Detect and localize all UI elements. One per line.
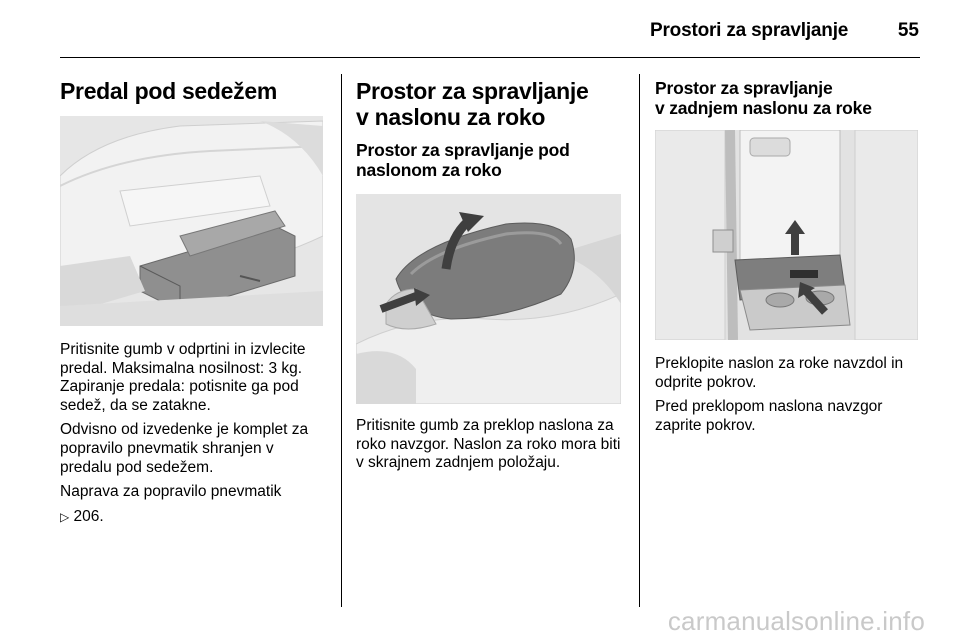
subheading-line: Prostor za spravljanje pod <box>356 140 570 160</box>
subsection-heading <box>356 140 624 180</box>
paragraph: Pritisnite gumb v odprtini in izvlecite predal. Maksimalna nosilnost: 3 kg. Zapiranje predala: potisnite ga pod sedež, da se zatakne. <box>60 341 306 414</box>
under-seat-drawer-illustration <box>60 116 323 326</box>
header-rule <box>60 57 920 58</box>
column-divider-1 <box>341 74 342 607</box>
column-divider-2 <box>639 74 640 607</box>
subheading-line: v zadnjem naslonu za roke <box>655 98 872 118</box>
section-heading <box>356 78 624 130</box>
paragraph: Odvisno od izvedenke je komplet za popravilo pnevmatik shranjen v predalu pod sedežem. <box>60 421 309 476</box>
page-number: 55 <box>897 20 919 41</box>
column-under-seat-drawer <box>60 74 325 526</box>
subheading-line: Prostor za spravljanje <box>655 78 833 98</box>
heading-line: Prostor za spravljanje <box>356 78 589 104</box>
paragraph: Naprava za popravilo pnevmatik <box>60 483 282 501</box>
watermark: carmanualsonline.info <box>667 606 925 636</box>
subheading-line: naslonom za roko <box>356 160 502 180</box>
page-reference[interactable] <box>60 508 325 527</box>
reference-arrow-icon: ▷ <box>60 509 70 524</box>
paragraph: Pred preklopom naslona navzgor zaprite pokrov. <box>655 398 883 434</box>
section-heading: Predal pod sedežem <box>60 78 278 104</box>
rear-armrest-storage-illustration <box>655 130 918 340</box>
subsection-heading <box>655 78 920 118</box>
reference-page: 206. <box>73 507 104 525</box>
page-header-title: Prostori za spravljanje <box>650 20 849 41</box>
armrest-storage-illustration <box>356 194 621 404</box>
heading-line: v naslonu za roko <box>356 104 546 130</box>
paragraph: Pritisnite gumb za preklop naslona za roko navzgor. Naslon za roko mora biti v skrajnem zadnjem položaju. <box>356 417 621 472</box>
column-rear-armrest-storage <box>655 74 920 435</box>
paragraph: Preklopite naslon za roke navzdol in odprite pokrov. <box>655 355 904 391</box>
column-armrest-storage <box>356 74 624 473</box>
